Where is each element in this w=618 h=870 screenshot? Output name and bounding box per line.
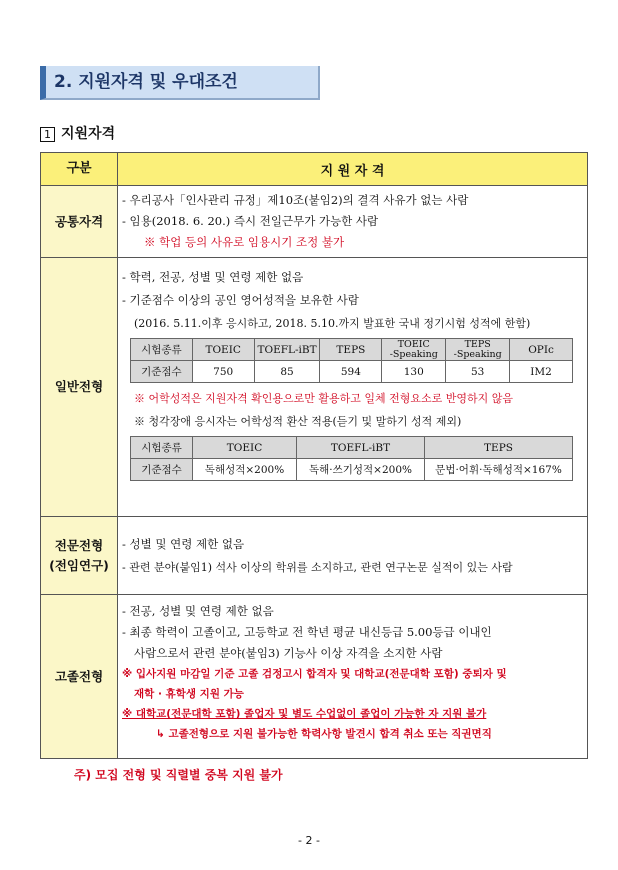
content-general (118, 258, 588, 517)
test-name: OPIc (510, 339, 573, 361)
conversion-table-rule-row (131, 459, 573, 481)
test-score: IM2 (510, 361, 573, 383)
test-name-bottom: -Speaking (453, 348, 502, 360)
test-name-top: TEPS (464, 338, 491, 350)
page-number: - 2 - (298, 834, 320, 847)
test-name-top: TOEIC (397, 338, 430, 350)
score-table-test-row (131, 339, 573, 361)
section-title: 2. 지원자격 및 우대조건 (40, 66, 320, 100)
conversion-table-test-row (131, 437, 573, 459)
qualification-table (40, 152, 588, 759)
test-name (446, 339, 510, 361)
conversion-test-name: TOEFL-iBT (297, 437, 425, 459)
conversion-test-name: TOEIC (193, 437, 297, 459)
row-general (41, 258, 588, 517)
test-score: 53 (446, 361, 510, 383)
category-common: 공통자격 (41, 186, 118, 258)
category-research-line-2: (전임연구) (49, 557, 109, 573)
category-highschool: 고졸전형 (41, 595, 118, 759)
research-line-2: - 관련 분야(붙임1) 석사 이상의 학위를 소지하고, 관련 연구논문 실적이 있는 사람 (122, 560, 513, 574)
test-score: 750 (192, 361, 254, 383)
header-category: 구분 (41, 153, 118, 186)
research-line-1: - 성별 및 연령 제한 없음 (122, 536, 245, 551)
category-general: 일반전형 (41, 258, 118, 517)
highschool-note-2-line-2: ↳ 고졸전형으로 지원 불가능한 학력사항 발견시 합격 취소 또는 직권면직 (156, 728, 492, 740)
content-highschool (118, 595, 588, 759)
general-note-black: ※ 청각장애 응시자는 어학성적 환산 적용(듣기 및 말하기 성적 제외) (134, 415, 462, 428)
conversion-table-score-label: 기준점수 (131, 459, 193, 481)
conversion-rule: 독해성적×200% (193, 459, 297, 481)
test-name: TEPS (320, 339, 382, 361)
score-table-score-label: 기준점수 (131, 361, 193, 383)
score-table (130, 338, 573, 383)
row-common (41, 186, 588, 258)
common-note: ※ 학업 등의 사유로 임용시기 조정 불가 (144, 235, 345, 249)
conversion-table (130, 436, 573, 481)
subsection-title-text: 지원자격 (61, 126, 116, 142)
highschool-note-1-line-1: ※ 입사지원 마감일 기준 고졸 검정고시 합격자 및 대학교(전문대학 포함) 중퇴자 및 (122, 668, 507, 680)
conversion-rule: 독해·쓰기성적×200% (297, 459, 425, 481)
test-score: 85 (254, 361, 320, 383)
subsection-number-box: 1 (40, 127, 55, 142)
general-note-red: ※ 어학성적은 지원자격 확인용으로만 활용하고 일체 전형요소로 반영하지 않음 (134, 392, 514, 405)
row-research (41, 517, 588, 595)
conversion-table-test-label: 시험종류 (131, 437, 193, 459)
test-name: TOEFL-iBT (254, 339, 320, 361)
footnote: 주) 모집 전형 및 직렬별 중복 지원 불가 (74, 768, 283, 782)
test-name (382, 339, 446, 361)
highschool-note-2-line-1: ※ 대학교(전문대학 포함) 졸업자 및 별도 수업없이 졸업이 가능한 자 지원 불가 (122, 708, 487, 720)
highschool-line-3: 사람으로서 관련 분야(붙임3) 기능사 이상 자격을 소지한 사람 (134, 646, 443, 660)
content-research (118, 517, 588, 595)
category-research-line-1: 전문전형 (54, 537, 104, 553)
score-table-test-label: 시험종류 (131, 339, 193, 361)
highschool-line-2: - 최종 학력이 고졸이고, 고등학교 전 학년 평균 내신등급 5.00등급 이내인 (122, 625, 492, 639)
test-name: TOEIC (192, 339, 254, 361)
header-qualification: 지 원 자 격 (118, 153, 588, 186)
test-score: 130 (382, 361, 446, 383)
highschool-note-1-line-2: 재학 · 휴학생 지원 가능 (134, 688, 244, 700)
common-line-2: - 임용(2018. 6. 20.) 즉시 전일근무가 가능한 사람 (122, 214, 379, 228)
general-line-1: - 학력, 전공, 성별 및 연령 제한 없음 (122, 270, 304, 284)
score-table-score-row (131, 361, 573, 383)
highschool-line-1: - 전공, 성별 및 연령 제한 없음 (122, 604, 274, 618)
content-common (118, 186, 588, 258)
general-line-3: (2016. 5.11.이후 응시하고, 2018. 5.10.까지 발표한 국내 정기시험 성적에 한함) (134, 317, 531, 330)
conversion-test-name: TEPS (425, 437, 573, 459)
category-research (41, 517, 118, 595)
general-line-2: - 기준점수 이상의 공인 영어성적을 보유한 사람 (122, 293, 359, 307)
conversion-rule: 문법·어휘·독해성적×167% (425, 459, 573, 481)
subsection-title (40, 124, 115, 144)
test-score: 594 (320, 361, 382, 383)
row-highschool (41, 595, 588, 759)
test-name-bottom: -Speaking (389, 348, 438, 360)
common-line-1: - 우리공사「인사관리 규정」제10조(붙임2)의 결격 사유가 없는 사람 (122, 193, 469, 207)
